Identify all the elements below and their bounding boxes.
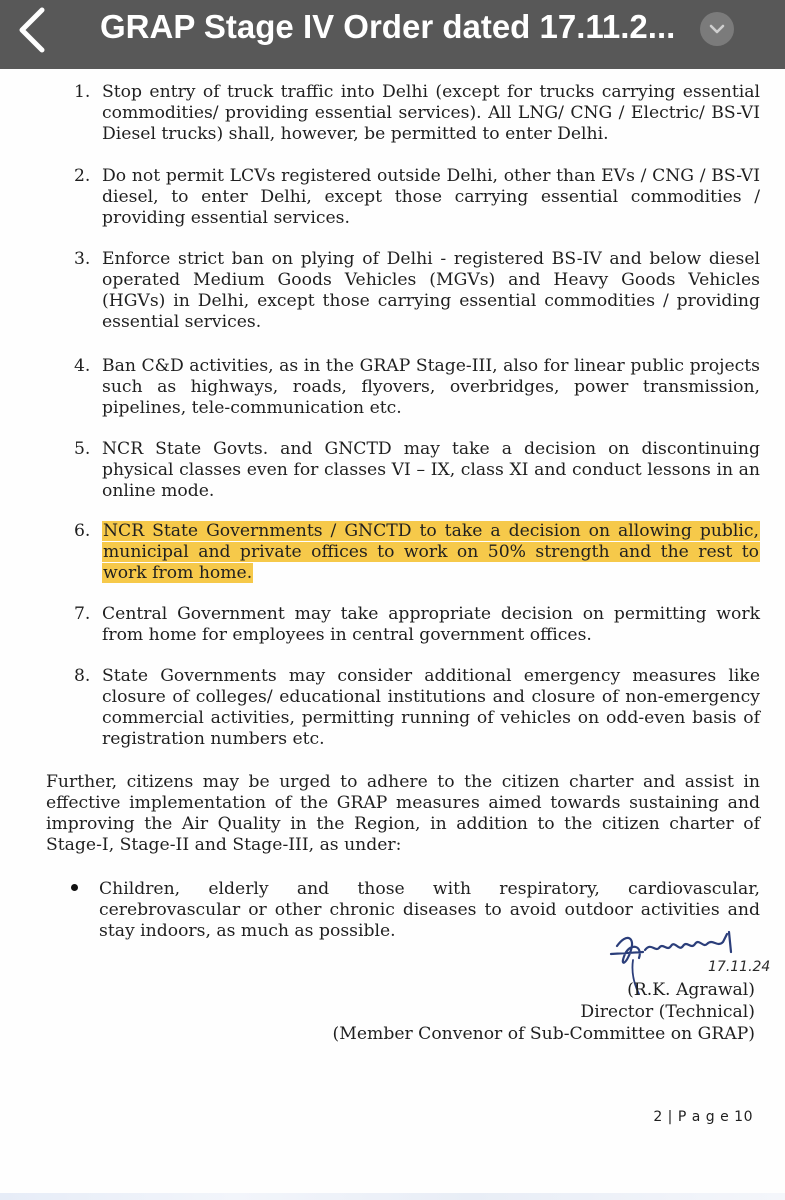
title-menu-button[interactable] (700, 12, 734, 46)
item-number: 4. (74, 356, 91, 376)
signatory-name: (R.K. Agrawal) (627, 980, 755, 1000)
document-title: GRAP Stage IV Order dated 17.11.2... (100, 8, 676, 45)
signatory-designation: Director (Technical) (580, 1002, 755, 1022)
item-number: 5. (74, 439, 91, 459)
back-button[interactable] (14, 6, 50, 56)
item-text: State Governments may consider additional emergency measures like closure of colleges/ educational institutions and closure of non-emergency commercial activities, permitting running of vehicles on odd-even basis of registration numbers etc. (102, 666, 760, 749)
signatory-role: (Member Convenor of Sub-Committee on GRAP) (332, 1024, 755, 1044)
item-text: NCR State Govts. and GNCTD may take a decision on discontinuing physical classes even for classes VI – IX, class XI and conduct lessons in an online mode. (102, 439, 760, 501)
item-text: Enforce strict ban on plying of Delhi - registered BS-IV and below diesel operated Medium Goods Vehicles (MGVs) and Heavy Goods Vehicles (HGVs) in Delhi, except those carrying essential commodities / providing essential services. (102, 249, 760, 332)
item-number: 7. (74, 604, 91, 624)
bullet-icon (71, 884, 78, 891)
highlighted-text: NCR State Governments / GNCTD to take a decision on allowing public, municipal and private offices to work on 50% strength and the rest to work from home. (103, 521, 759, 583)
item-text: Ban C&D activities, as in the GRAP Stage-III, also for linear public projects such as highways, roads, flyovers, overbridges, power transmission, pipelines, tele-communication etc. (102, 356, 760, 418)
further-paragraph: Further, citizens may be urged to adhere to the citizen charter and assist in effective implementation of the GRAP measures aimed towards sustaining and improving the Air Quality in the Region, in addition to the citizen charter of Stage-I, Stage-II and Stage-III, as under: (46, 772, 760, 855)
chevron-down-icon (709, 23, 725, 35)
bullet-text: Children, elderly and those with respiratory, cardiovascular, cerebrovascular or other chronic diseases to avoid outdoor activities and stay indoors, as much as possible. (99, 879, 760, 941)
page-bottom-edge (0, 1193, 785, 1200)
item-number: 6. (74, 521, 91, 541)
item-number: 8. (74, 666, 91, 686)
item-text: Stop entry of truck traffic into Delhi (except for trucks carrying essential commodities/ providing essential services). All LNG/ CNG / Electric/ BS-VI Diesel trucks) shall, however, be permitted to enter Delhi. (102, 82, 760, 144)
page-number: 2 | P a g e 10 (653, 1109, 753, 1125)
item-number: 2. (74, 166, 91, 186)
document-page (0, 69, 785, 1200)
top-bar (0, 0, 785, 69)
item-text: Do not permit LCVs registered outside Delhi, other than EVs / CNG / BS-VI diesel, to enter Delhi, except those carrying essential commodities / providing essential services. (102, 166, 760, 228)
item-number: 1. (74, 82, 91, 102)
signature-date: 17.11.24 (708, 959, 771, 975)
item-text: Central Government may take appropriate decision on permitting work from home for employees in central government offices. (102, 604, 760, 645)
chevron-left-icon (14, 6, 50, 56)
item-number: 3. (74, 249, 91, 269)
